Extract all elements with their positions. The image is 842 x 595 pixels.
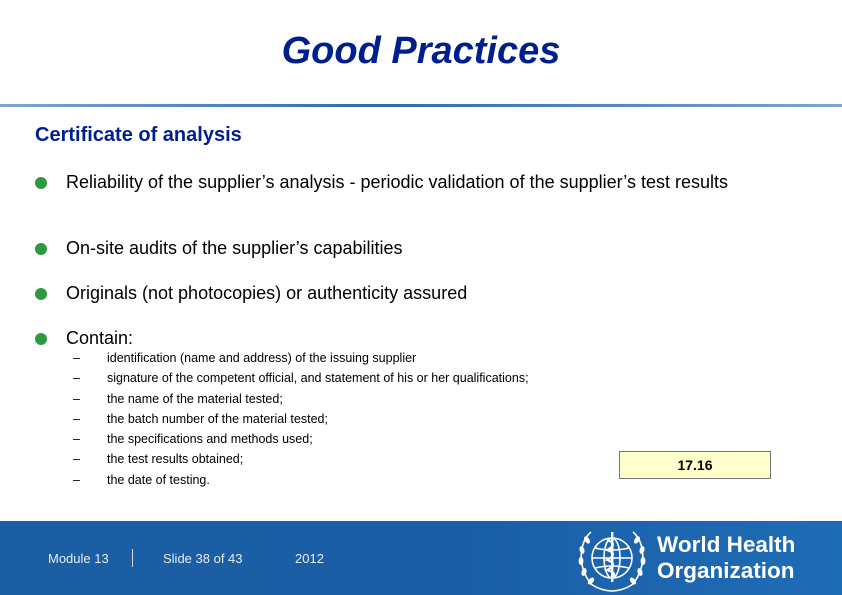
- bullet-text: Reliability of the supplier’s analysis - periodic validation of the supplier’s test results: [66, 172, 729, 192]
- dash-marker: –: [73, 391, 80, 406]
- sub-bullet-text: identification (name and address) of the issuing supplier: [107, 351, 417, 365]
- bullet-dot-icon: [35, 243, 47, 255]
- slide-title: Good Practices: [281, 30, 561, 72]
- slide-number-box: 17.16: [619, 451, 771, 479]
- sub-bullet-item: [73, 369, 613, 389]
- logo-line-2: Organization: [657, 558, 795, 583]
- bullet-dot-icon: [35, 333, 47, 345]
- sub-bullet-text: the date of testing.: [107, 472, 210, 487]
- sub-bullet-text: the name of the material tested;: [107, 391, 283, 406]
- dash-marker: –: [73, 432, 80, 447]
- sub-bullet-item: [73, 349, 613, 369]
- footer-divider: [132, 549, 133, 567]
- bullet-dot-icon: [35, 177, 47, 189]
- who-logo-text: [657, 532, 795, 584]
- dash-marker: –: [73, 411, 80, 426]
- sub-bullet-item: [73, 450, 613, 470]
- sub-bullet-text: the specifications and methods used;: [107, 432, 313, 447]
- footer-module: Module 13: [48, 551, 109, 566]
- sub-bullet-list: [73, 349, 613, 491]
- slide-subtitle: Certificate of analysis: [35, 124, 242, 146]
- dash-marker: –: [73, 371, 80, 386]
- sub-bullet-item: [73, 390, 613, 410]
- logo-line-1: World Health: [657, 532, 796, 557]
- dash-marker: –: [73, 452, 80, 467]
- sub-bullet-text: signature of the competent official, and statement of his or her qualifications;: [107, 371, 529, 386]
- bullet-text: Originals (not photocopies) or authenticity assured: [66, 283, 468, 303]
- dash-marker: –: [73, 472, 80, 487]
- bullet-dot-icon: [35, 288, 47, 300]
- sub-bullet-item: [73, 410, 613, 430]
- sub-bullet-text: the batch number of the material tested;: [107, 411, 328, 426]
- title-divider: [0, 104, 842, 107]
- bullet-text: Contain:: [66, 328, 134, 348]
- sub-bullet-text: the test results obtained;: [107, 452, 244, 467]
- who-emblem-icon: [573, 526, 651, 592]
- bullet-text: On-site audits of the supplier’s capabilities: [66, 238, 403, 258]
- sub-bullet-item: [73, 430, 613, 450]
- footer-year: 2012: [295, 551, 324, 566]
- dash-marker: –: [73, 351, 80, 365]
- sub-bullet-item: [73, 471, 613, 491]
- footer-slide-count: Slide 38 of 43: [163, 551, 243, 566]
